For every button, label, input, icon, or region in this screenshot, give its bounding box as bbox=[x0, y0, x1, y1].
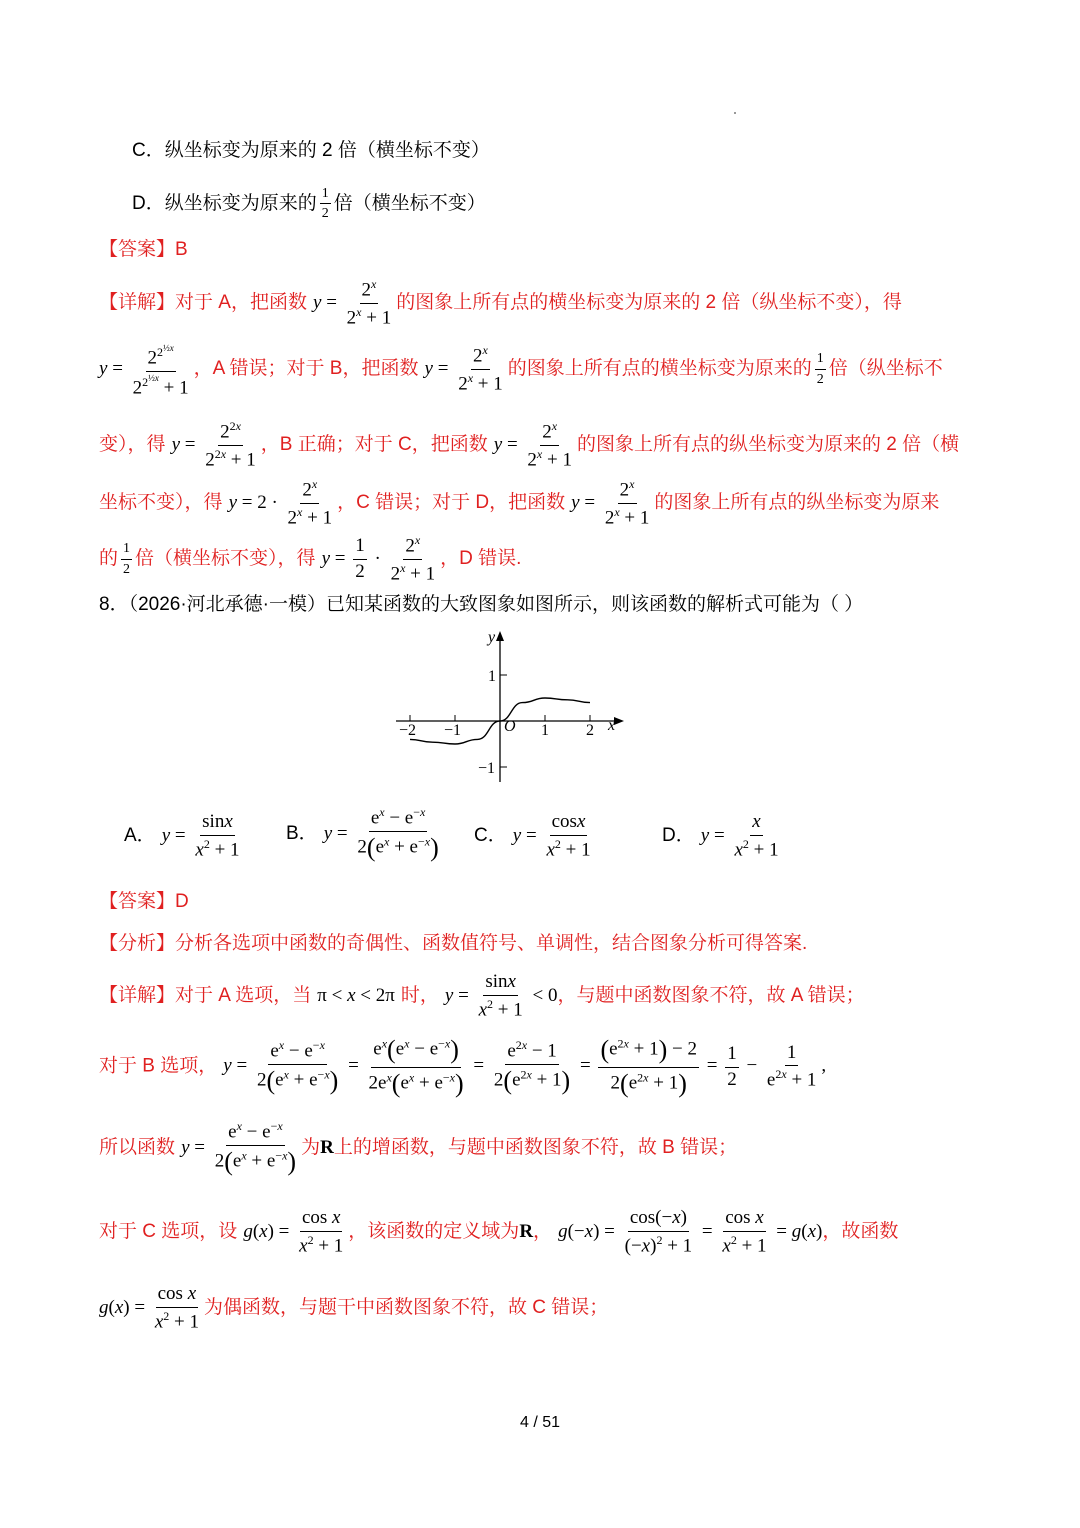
formula: y = $\frac{x}{x^2 + 1}$ bbox=[700, 811, 779, 861]
formula: y = $\frac{2^x}{2^x + 1}$ bbox=[571, 477, 650, 529]
detail-text: ，该函数的定义域为 bbox=[348, 1220, 520, 1242]
answer-tag: 【答案】 bbox=[99, 239, 176, 260]
y-tick-label: 1 bbox=[488, 668, 496, 685]
formula: g(x) = $\frac{\text{cos x}}{x^2 + 1}$ bbox=[243, 1207, 344, 1257]
fraction-half: $\frac{1}{2}$ bbox=[123, 541, 131, 577]
explain-line-5 bbox=[99, 1284, 608, 1333]
formula: y = $\frac{\sin x}{x^2 + 1}$ < 0 bbox=[444, 971, 558, 1021]
detail-line-2 bbox=[99, 340, 943, 399]
detail-text: 对于 C 选项，设 bbox=[99, 1220, 238, 1242]
x-tick-label: 2 bbox=[586, 722, 594, 739]
function-graph bbox=[392, 628, 632, 788]
explain-line-2 bbox=[99, 1036, 826, 1098]
analysis-line bbox=[99, 934, 807, 953]
option-d-text: D．纵坐标变为原来的 bbox=[132, 192, 317, 214]
formula: y = $\frac{2^x}{2^x + 1}$ bbox=[424, 343, 503, 395]
detail-text: ，与题中函数图象不符，故 A 错误； bbox=[557, 984, 865, 1006]
formula: y = $\frac{e^x - e^{-x}}{2(e^x + e^{-x})}$ bbox=[323, 805, 439, 863]
formula: g(x) = $\frac{\text{cos x}}{x^2 + 1}$ bbox=[99, 1283, 199, 1333]
real-set-symbol: R bbox=[519, 1220, 534, 1242]
formula: y = $\frac{\cos x}{x^2 + 1}$ bbox=[512, 811, 591, 861]
detail-text: ，D 错误. bbox=[440, 548, 522, 570]
detail-text: 上的增函数，与题中函数图象不符，故 B 错误； bbox=[333, 1136, 738, 1158]
detail-text: 的图象上所有点的纵坐标变为原来 bbox=[654, 492, 940, 514]
detail-text: ，A 错误；对于 B，把函数 bbox=[193, 358, 419, 380]
x-tick-label: −2 bbox=[399, 722, 417, 739]
detail-text: 倍（横坐标不变），得 bbox=[135, 548, 316, 570]
x-axis-label: x bbox=[608, 717, 616, 734]
detail-text: 时， bbox=[400, 984, 439, 1006]
detail-text: 的 bbox=[99, 548, 119, 570]
detail-text: 变），得 bbox=[99, 434, 166, 456]
page-number: 4 / 51 bbox=[519, 1414, 561, 1431]
formula: y = $\frac{e^x - e^{-x}}{2(e^x + e^{-x})}$ bbox=[181, 1119, 297, 1177]
detail-text: 的图象上所有点的横坐标变为原来的 2 倍（纵坐标不变），得 bbox=[396, 292, 902, 314]
detail-text: ，故函数 bbox=[822, 1220, 899, 1242]
detail-text: 坐标不变），得 bbox=[99, 492, 223, 514]
detail-text: ，C 错误；对于 D，把函数 bbox=[337, 492, 566, 514]
y-axis-arrow bbox=[496, 631, 504, 641]
formula: y = $\frac{1}{2}$ · $\frac{2^x}{2^x + 1}$ bbox=[321, 533, 436, 585]
y-tick-label: −1 bbox=[478, 760, 496, 777]
y-axis-label: y bbox=[488, 629, 496, 646]
option-d-text-end: 倍（横坐标不变） bbox=[333, 192, 486, 214]
option-c: C．纵坐标变为原来的 2 倍（横坐标不变） bbox=[132, 140, 490, 161]
detail-text: 对于 A 选项，当 bbox=[175, 984, 312, 1006]
detail-line-3 bbox=[99, 420, 959, 471]
option-label: D． bbox=[662, 824, 695, 846]
formula: π < x < 2π bbox=[317, 984, 395, 1006]
option-8a bbox=[124, 812, 245, 861]
answer-8 bbox=[99, 892, 189, 911]
fraction-half: $\frac{1}{2}$ bbox=[816, 351, 824, 387]
option-d bbox=[132, 186, 486, 222]
detail-tag: 【详解】 bbox=[99, 292, 176, 314]
answer-7 bbox=[99, 240, 188, 259]
answer-tag: 【答案】 bbox=[99, 891, 176, 912]
origin-label: O bbox=[504, 718, 516, 735]
option-label: A． bbox=[124, 824, 156, 846]
formula: g(−x) = $\frac{\cos(-x)}{(-x)^2 + 1}$ = $\frac{\text{cos x}}{x^2 + 1}$ = g(x) bbox=[558, 1207, 823, 1257]
analysis-tag: 【分析】 bbox=[99, 933, 176, 954]
x-axis-arrow bbox=[614, 717, 624, 725]
x-tick-label: 1 bbox=[541, 722, 549, 739]
formula: y = $\frac{2^x}{2^x + 1}$ bbox=[313, 277, 392, 329]
detail-text: 为 bbox=[301, 1136, 321, 1158]
answer-value: D bbox=[175, 891, 189, 912]
formula: y = 2 · $\frac{2^x}{2^x + 1}$ bbox=[228, 477, 333, 529]
detail-line-4 bbox=[99, 478, 939, 529]
formula: y = $\frac{\sin x}{x^2 + 1}$ bbox=[161, 811, 240, 861]
detail-line-1 bbox=[99, 278, 902, 329]
option-label: B． bbox=[286, 822, 318, 844]
question-8: 8．（2026·河北承德·一模）已知某函数的大致图象如图所示，则该函数的解析式可能为（ ） bbox=[99, 594, 864, 615]
analysis-text: 分析各选项中函数的奇偶性、函数值符号、单调性，结合图象分析可得答案. bbox=[175, 933, 808, 954]
detail-text: 为偶函数，与题干中函数图象不符，故 C 错误； bbox=[203, 1296, 609, 1318]
option-label: C． bbox=[474, 824, 507, 846]
explain-line-1 bbox=[99, 972, 865, 1021]
detail-text: ，B 正确；对于 C，把函数 bbox=[260, 434, 488, 456]
x-tick-label: −1 bbox=[444, 722, 462, 739]
option-8d bbox=[662, 812, 784, 861]
detail-text: 的图象上所有点的横坐标变为原来的 bbox=[507, 358, 812, 380]
option-8c bbox=[474, 812, 596, 861]
formula: y = $\frac{2^{2^{\frac{1}{2}x}}}{2^{2^{\frac{1}{2}x}} + 1}$ bbox=[99, 358, 194, 379]
option-8b bbox=[286, 806, 444, 863]
formula: y = $\frac{2^x}{2^x + 1}$ bbox=[493, 419, 572, 471]
detail-text: 所以函数 bbox=[99, 1136, 176, 1158]
formula: y = $\frac{2^{2x}}{2^{2x} + 1}$ bbox=[171, 419, 256, 471]
detail-text: 倍（纵坐标不 bbox=[828, 358, 943, 380]
answer-value: B bbox=[175, 239, 188, 260]
detail-text: 对于 B 选项， bbox=[99, 1055, 218, 1077]
fraction-half: $\frac{1}{2}$ bbox=[321, 186, 329, 222]
scan-speck bbox=[734, 112, 736, 114]
real-set-symbol: R bbox=[320, 1136, 334, 1158]
detail-line-5 bbox=[99, 534, 521, 585]
formula: y = $\frac{e^x - e^{-x}}{2(e^x + e^{-x})}$ = $\frac{e^x(e^x - e^{-x})}{2e^x(e^x + e^{-x})}$ = $\frac{e^{2x} - 1}{2(e^{2x} + 1)}$ = $\frac{(e^{2x} + 1) - 2}{2(e^{2x} + 1)}$ = $\frac{1}{2}$ − $\frac{1}{e^{2x} + 1}$ , bbox=[223, 1035, 827, 1098]
explain-line-4: 对于 C 选项，设 g(x) = $\frac{\text{cos x}}{x^2 + 1}$ ，该函数的定义域为R， g(−x) = $\frac{\cos(-x)}{(-x)^2 + 1}$ = $\frac{\text{cos x}}{x^2 + 1}$ = g(x)，故函数 bbox=[99, 1207, 899, 1257]
detail-text: 对于 A，把函数 bbox=[175, 292, 307, 314]
detail-tag: 【详解】 bbox=[99, 984, 176, 1006]
detail-text: 的图象上所有点的纵坐标变为原来的 2 倍（横 bbox=[576, 434, 960, 456]
explain-line-3 bbox=[99, 1120, 737, 1177]
